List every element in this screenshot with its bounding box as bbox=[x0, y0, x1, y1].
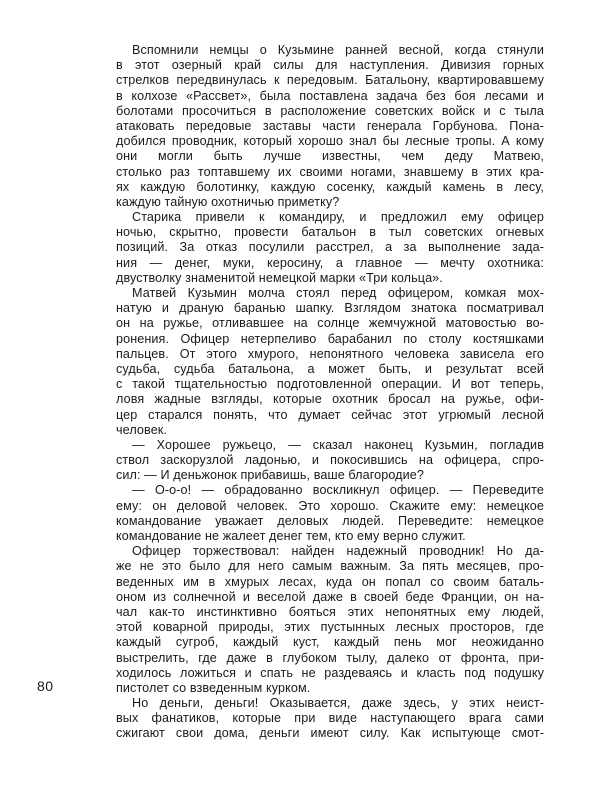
text-line: Матвей Кузьмин молча стоял перед офицером, комкая мох- bbox=[132, 286, 544, 300]
text-line: болотами просочиться в расположение советских войск и с тыла bbox=[116, 103, 544, 118]
paragraph bbox=[116, 438, 544, 484]
text-line: ему: он деловой человек. Это хорошо. Скажите ему: немецкое bbox=[116, 498, 544, 513]
paragraph bbox=[116, 544, 544, 696]
text-line: столько раз топтавшему их своими ногами, знавшему в этих кра- bbox=[116, 164, 544, 179]
text-line: вых фанатиков, которые при виде наступающего врага сами bbox=[116, 711, 544, 726]
text-line: они могли быть лучше известны, чем деду Матвею, bbox=[116, 149, 544, 164]
text-line: Офицер торжествовал: найден надежный проводник! Но да- bbox=[132, 544, 544, 559]
text-line: Вспомнили немцы о Кузьмине ранней весной, когда стянули bbox=[132, 43, 544, 57]
text-line: ночью, скрытно, провести батальон в тыл советских огневых bbox=[116, 225, 544, 240]
text-line: он на ружье, отливавшее на солнце жемчужной матовостью во- bbox=[116, 316, 544, 331]
text-line: человек. bbox=[116, 422, 168, 437]
text-line: ствол заскорузлой ладонью, и покосившись на офицера, спро- bbox=[116, 453, 544, 468]
text-line: сил: — И деньжонок прибавишь, ваше благородие? bbox=[116, 468, 424, 483]
text-line: веденных им в хмурых лесах, куда он попал со своим баталь- bbox=[116, 574, 544, 589]
paragraph bbox=[116, 483, 544, 544]
text-line: Старика привели к командиру, и предложил ему офицер bbox=[132, 210, 544, 225]
paragraph bbox=[116, 43, 544, 210]
text-line: каждый сугроб, каждый куст, каждый пень мог неожиданно bbox=[116, 635, 544, 650]
text-line: — О-о-о! — обрадованно воскликнул офицер. — Переведите bbox=[132, 483, 544, 498]
text-line: же не это было для него самым важным. За пять месяцев, про- bbox=[116, 559, 544, 574]
text-line: стрелков передвинулась к передовым. Батальону, квартировавшему bbox=[116, 73, 544, 88]
text-line: пальцев. От этого хмурого, непонятного человека зависела его bbox=[116, 346, 544, 361]
text-column bbox=[116, 43, 544, 742]
text-line: каждую тайную охотничью приметку? bbox=[116, 194, 340, 209]
text-line: — Хорошее ружьецо, — сказал наконец Кузьмин, погладив bbox=[132, 437, 544, 452]
text-line: ния — денег, муки, керосину, а главное — мечту охотника: bbox=[116, 255, 544, 270]
text-line: цер старался понять, что думает сейчас этот угрюмый лесной bbox=[116, 407, 544, 422]
text-line: натую и драную баранью шапку. Взглядом знатока посматривал bbox=[116, 301, 544, 316]
text-line: судьба, судьба батальона, а может быть, и результат всей bbox=[116, 361, 544, 376]
text-line: Но деньги, деньги! Оказывается, даже здесь, у этих неист- bbox=[132, 696, 544, 711]
text-line: в этот озерный край силы для наступления. Дивизия горных bbox=[116, 58, 544, 73]
page-number: 80 bbox=[37, 678, 54, 694]
text-line: оном из солнечной и веселой даже в своей беде Франции, он на- bbox=[116, 589, 544, 604]
paragraph bbox=[116, 696, 544, 742]
text-line: сжигают свои дома, деньги имеют силу. Как испытующе смот- bbox=[116, 726, 544, 741]
text-line: с такой тщательностью подготовленной операции. И вот теперь, bbox=[116, 377, 544, 392]
text-line: атаковать передовые заставы части генерала Горбунова. Пона- bbox=[116, 118, 544, 133]
text-line: ронения. Офицер нетерпеливо барабанил по столу костяшками bbox=[116, 331, 544, 346]
paragraph bbox=[116, 286, 544, 438]
text-line: ходилось ложиться и спать не раздеваясь и класть под подушку bbox=[116, 665, 544, 680]
text-line: выстрелить, где даже в глубоком тылу, далеко от фронта, при- bbox=[116, 650, 544, 665]
paragraph bbox=[116, 210, 544, 286]
text-line: ях каждую болотинку, каждую сосенку, каждый камень в лесу, bbox=[116, 179, 544, 194]
text-line: позиций. За отказ посулили расстрел, а за выполнение зада- bbox=[116, 240, 544, 255]
text-line: командование уважает деловых людей. Переведите: немецкое bbox=[116, 513, 544, 528]
text-line: в колхозе «Рассвет», была поставлена задача без боя лесами и bbox=[116, 88, 544, 103]
text-line: ловя жадные взгляды, которые охотник бросал на ружье, офи- bbox=[116, 392, 544, 407]
text-line: двустволку знаменитой немецкой марки «Три кольца». bbox=[116, 270, 443, 285]
text-line: чал как-то инстинктивно бояться этих непонятных ему людей, bbox=[116, 604, 544, 619]
text-line: пистолет со взведенным курком. bbox=[116, 680, 311, 695]
text-line: командование не жалеет денег тем, кто ему верно служит. bbox=[116, 529, 466, 543]
text-line: добился проводник, который хорошо знал бы лесные тропы. А кому bbox=[116, 134, 544, 149]
text-line: этой коварной природы, этих пустынных лесных просторов, где bbox=[116, 620, 544, 635]
